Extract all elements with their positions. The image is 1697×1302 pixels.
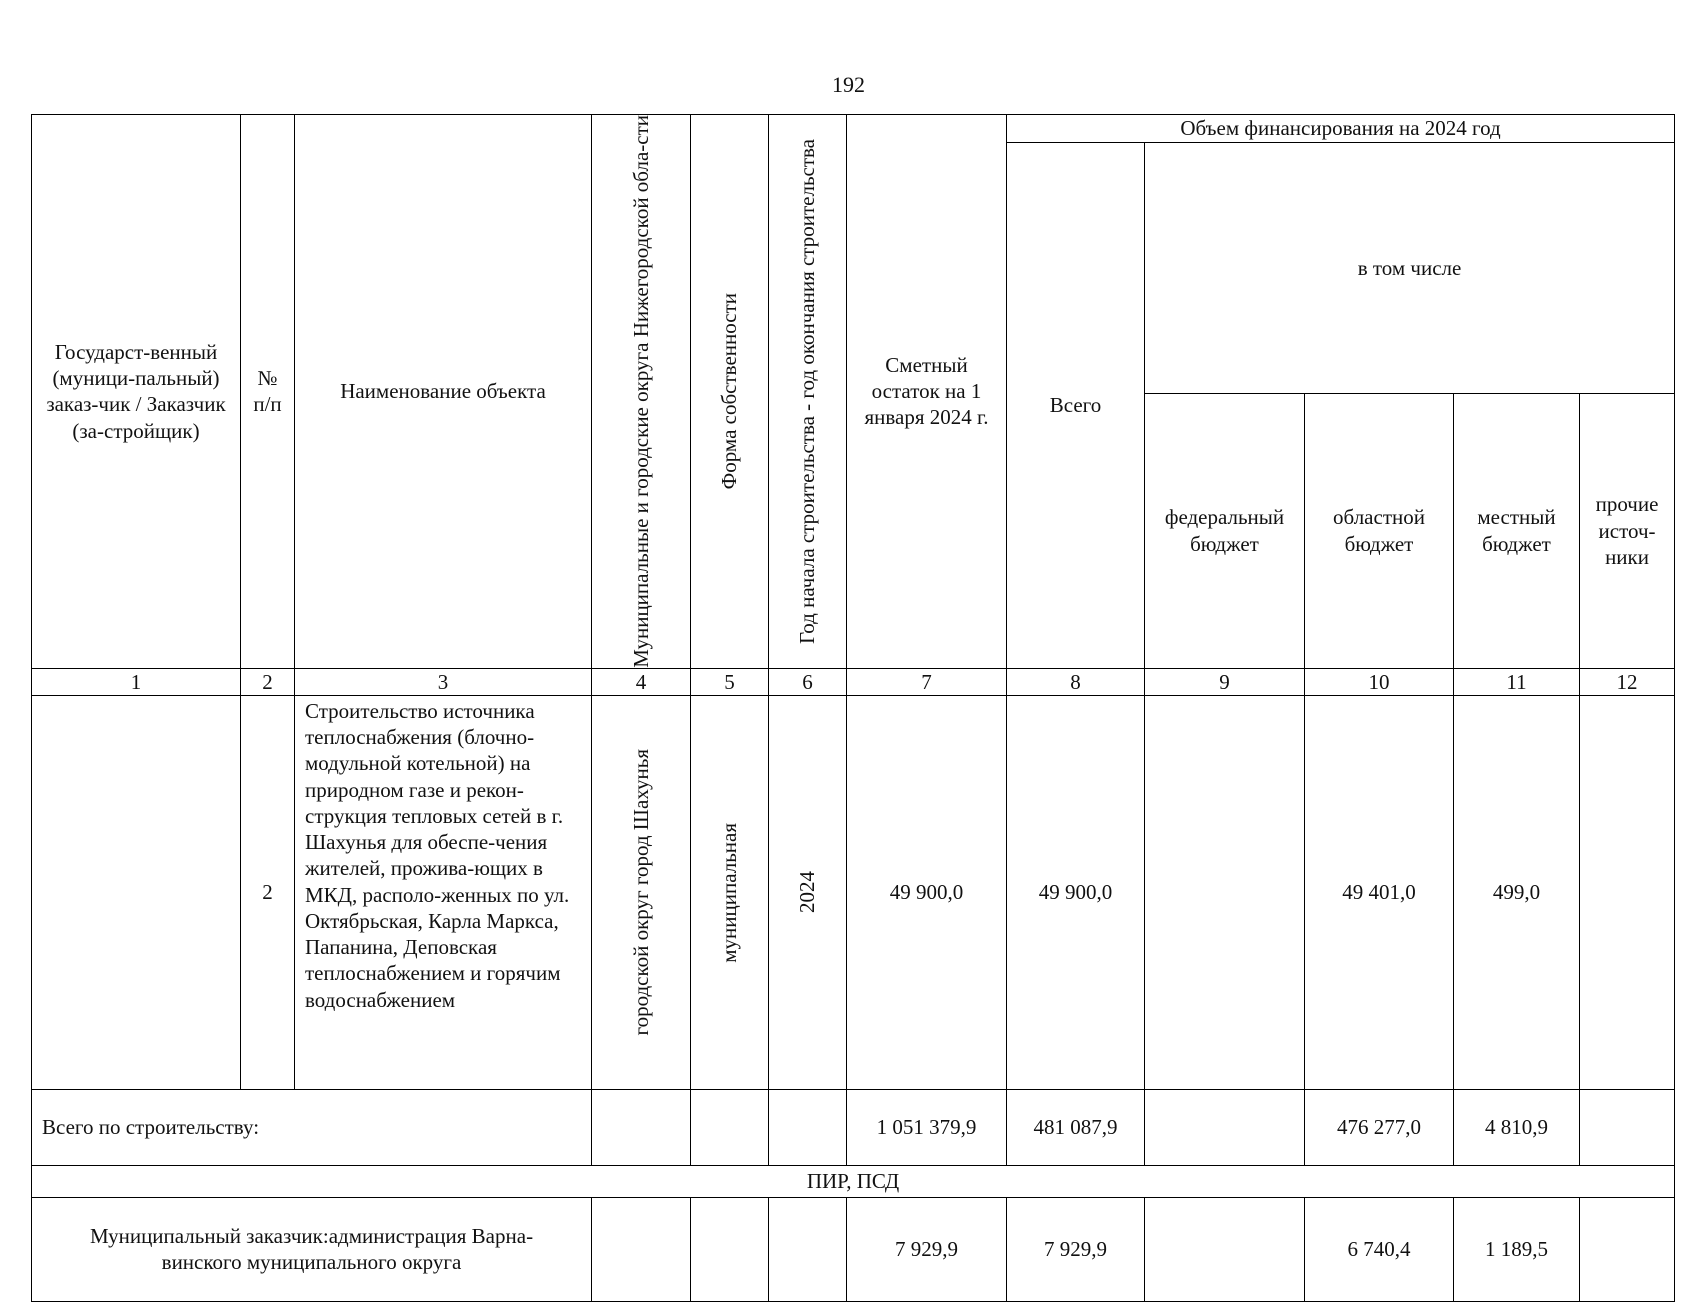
header-number: № п/п bbox=[241, 115, 295, 669]
column-number: 1 bbox=[32, 668, 241, 695]
total-empty-cell bbox=[592, 1089, 691, 1165]
header-total: Всего bbox=[1007, 143, 1145, 669]
total-construction-row bbox=[32, 1089, 1675, 1165]
customer-label: Муниципальный заказчик:администрация Варна-винского муниципального округа bbox=[32, 1197, 592, 1301]
customer-estimate-remainder: 7 929,9 bbox=[847, 1197, 1007, 1301]
total-construction-label: Всего по строительству: bbox=[32, 1089, 592, 1165]
column-number: 9 bbox=[1145, 668, 1305, 695]
section-pir-psd: ПИР, ПСД bbox=[32, 1165, 1675, 1197]
header-including: в том числе bbox=[1145, 143, 1675, 394]
column-number: 4 bbox=[592, 668, 691, 695]
column-number: 2 bbox=[241, 668, 295, 695]
column-number: 3 bbox=[295, 668, 592, 695]
column-number: 10 bbox=[1305, 668, 1454, 695]
object-local: 499,0 bbox=[1454, 695, 1580, 1089]
column-number: 5 bbox=[691, 668, 769, 695]
header-other: прочие источ-ники bbox=[1580, 393, 1675, 668]
header-district-text: Муниципальные и городские округа Нижегородской обла-сти bbox=[628, 115, 653, 668]
page-number: 192 bbox=[832, 72, 865, 97]
header-local: местный бюджет bbox=[1454, 393, 1580, 668]
object-regional: 49 401,0 bbox=[1305, 695, 1454, 1089]
object-total: 49 900,0 bbox=[1007, 695, 1145, 1089]
customer-empty-cell bbox=[592, 1197, 691, 1301]
customer-federal bbox=[1145, 1197, 1305, 1301]
header-ownership bbox=[691, 115, 769, 669]
column-number: 12 bbox=[1580, 668, 1675, 695]
financing-table bbox=[31, 114, 1675, 1302]
total-total: 481 087,9 bbox=[1007, 1089, 1145, 1165]
object-estimate-remainder: 49 900,0 bbox=[847, 695, 1007, 1089]
header-federal: федеральный бюджет bbox=[1145, 393, 1305, 668]
header-object-name: Наименование объекта bbox=[295, 115, 592, 669]
object-district bbox=[592, 695, 691, 1089]
column-number: 11 bbox=[1454, 668, 1580, 695]
object-name: Строительство источника теплоснабжения (блочно-модульной котельной) на природном газе и рекон-струкция тепловых сетей в г. Шахунья для обеспе-чения жителей, прожива-ющих в МКД, располо-женных по ул. Октябрьская, Карла Маркса, Папанина, Деповская теплоснабжением и горячим водоснабжением bbox=[295, 695, 592, 1089]
header-years bbox=[769, 115, 847, 669]
header-funding-group: Объем финансирования на 2024 год bbox=[1007, 115, 1675, 143]
total-regional: 476 277,0 bbox=[1305, 1089, 1454, 1165]
total-local: 4 810,9 bbox=[1454, 1089, 1580, 1165]
column-number: 7 bbox=[847, 668, 1007, 695]
customer-total: 7 929,9 bbox=[1007, 1197, 1145, 1301]
object-ownership bbox=[691, 695, 769, 1089]
header-customer: Государст-венный (муници-пальный) заказ-чик / Заказчик (за-стройщик) bbox=[32, 115, 241, 669]
object-number: 2 bbox=[241, 695, 295, 1089]
customer-other bbox=[1580, 1197, 1675, 1301]
customer-empty-cell bbox=[769, 1197, 847, 1301]
object-years bbox=[769, 695, 847, 1089]
object-ownership-text: муниципальная bbox=[717, 822, 742, 963]
total-other bbox=[1580, 1089, 1675, 1165]
customer-regional: 6 740,4 bbox=[1305, 1197, 1454, 1301]
header-years-text: Год начала строительства - год окончания строительства bbox=[795, 138, 820, 644]
total-empty-cell bbox=[769, 1089, 847, 1165]
object-customer bbox=[32, 695, 241, 1089]
object-other bbox=[1580, 695, 1675, 1089]
header-district bbox=[592, 115, 691, 669]
object-years-text: 2024 bbox=[795, 871, 820, 914]
total-estimate-remainder: 1 051 379,9 bbox=[847, 1089, 1007, 1165]
customer-local: 1 189,5 bbox=[1454, 1197, 1580, 1301]
header-estimate-remainder: Сметный остаток на 1 января 2024 г. bbox=[847, 115, 1007, 669]
column-number: 6 bbox=[769, 668, 847, 695]
customer-empty-cell bbox=[691, 1197, 769, 1301]
column-numbers-row bbox=[32, 668, 1675, 695]
section-header-row bbox=[32, 1165, 1675, 1197]
total-federal bbox=[1145, 1089, 1305, 1165]
column-number: 8 bbox=[1007, 668, 1145, 695]
total-empty-cell bbox=[691, 1089, 769, 1165]
header-regional: областной бюджет bbox=[1305, 393, 1454, 668]
customer-row bbox=[32, 1197, 1675, 1301]
object-district-text: городской округ город Шахунья bbox=[628, 749, 653, 1036]
object-federal bbox=[1145, 695, 1305, 1089]
header-ownership-text: Форма собственности bbox=[717, 293, 742, 490]
object-row bbox=[32, 695, 1675, 1089]
